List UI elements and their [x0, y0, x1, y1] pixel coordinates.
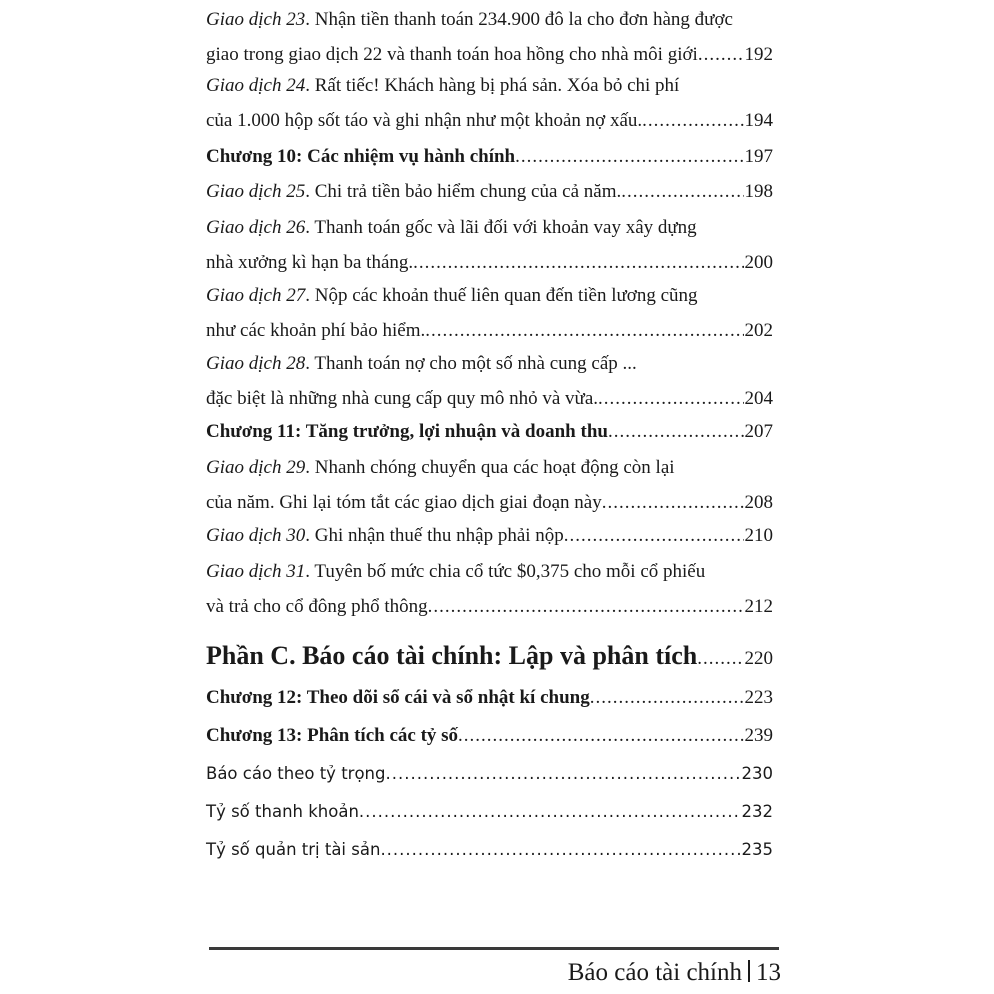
transaction-label: Giao dịch 27 [206, 285, 306, 306]
toc-chapter-entry [206, 139, 773, 174]
page-number: 232 [741, 802, 773, 821]
entry-first-line-text: . Nộp các khoản thuế liên quan đến tiền lương cũng [305, 285, 698, 306]
dot-leader [458, 718, 743, 753]
page-number: 230 [741, 764, 773, 783]
dot-leader [590, 680, 744, 715]
transaction-label: Giao dịch 26 [206, 217, 306, 238]
entry-first-line-text: . Rất tiếc! Khách hàng bị phá sản. Xóa bỏ chi phí [305, 75, 680, 96]
toc-transaction-entry [206, 518, 773, 553]
transaction-label: Giao dịch 28 [206, 353, 306, 374]
dot-leader [564, 518, 744, 553]
dot-leader [598, 381, 743, 416]
toc-transaction-entry [206, 346, 773, 416]
page-number: 194 [744, 110, 773, 131]
entry-title: Chương 12: Theo dõi sổ cái và sổ nhật kí chung [206, 687, 590, 708]
dot-leader [515, 139, 743, 174]
entry-first-line [206, 278, 773, 313]
page-number: 200 [744, 252, 773, 273]
entry-first-line-text: . Thanh toán nợ cho một số nhà cung cấp ... [305, 353, 637, 374]
entry-title: nhà xưởng kì hạn ba tháng. [206, 252, 414, 273]
dot-leader [602, 485, 744, 520]
dot-leader [380, 832, 740, 867]
toc-chapter-entry [206, 718, 773, 753]
transaction-label: Giao dịch 29 [206, 457, 306, 478]
toc-part-entry [206, 636, 773, 679]
footer-rule [209, 947, 779, 950]
entry-first-line-text: . Nhanh chóng chuyển qua các hoạt động còn lại [305, 457, 675, 478]
entry-first-line-text: . Thanh toán gốc và lãi đối với khoản vay xây dựng [305, 217, 697, 238]
entry-title: đặc biệt là những nhà cung cấp quy mô nhỏ và vừa. [206, 388, 599, 409]
entry-first-line [206, 346, 773, 381]
page-number: 220 [744, 648, 773, 669]
toc-subentry [206, 832, 773, 867]
dot-leader [359, 794, 741, 829]
page-number: 197 [744, 146, 773, 167]
page-footer [568, 955, 781, 991]
toc-transaction-entry [206, 554, 773, 624]
toc-transaction-entry [206, 278, 773, 348]
entry-first-line [206, 68, 773, 103]
page-number: 204 [744, 388, 773, 409]
transaction-label: Giao dịch 23 [206, 9, 306, 30]
dot-leader [642, 103, 743, 138]
toc-subentry [206, 794, 773, 829]
entry-title: giao trong giao dịch 22 và thanh toán hoa hồng cho nhà môi giới [206, 44, 698, 65]
footer-page-number: 13 [756, 959, 781, 986]
toc-transaction-entry [206, 2, 773, 72]
transaction-label: Giao dịch 25 [206, 181, 306, 202]
entry-first-line-text: . Nhận tiền thanh toán 234.900 đô la cho đơn hàng được [305, 9, 733, 30]
entry-title: Tỷ số thanh khoản [206, 802, 359, 821]
page-number: 208 [744, 492, 773, 513]
footer-separator [748, 960, 750, 982]
page-number: 198 [744, 181, 773, 202]
page-number: 235 [741, 840, 773, 859]
entry-first-line-text: . Tuyên bố mức chia cổ tức $0,375 cho mỗi cổ phiếu [305, 561, 706, 582]
entry-title: của năm. Ghi lại tóm tắt các giao dịch giai đoạn này [206, 492, 602, 513]
entry-title: và trả cho cổ đông phổ thông [206, 596, 428, 617]
dot-leader [425, 313, 743, 348]
toc-transaction-entry [206, 174, 773, 209]
dot-leader [621, 174, 743, 209]
toc-transaction-entry [206, 450, 773, 520]
page-number: 239 [744, 725, 773, 746]
page-number: 212 [744, 596, 773, 617]
page-number: 223 [744, 687, 773, 708]
entry-first-line [206, 2, 773, 37]
transaction-label: Giao dịch 30 [206, 525, 306, 546]
page-number: 202 [744, 320, 773, 341]
toc-transaction-entry [206, 68, 773, 138]
entry-first-line [206, 450, 773, 485]
dot-leader [697, 639, 743, 679]
page-number: 192 [744, 44, 773, 65]
entry-title: như các khoản phí bảo hiểm. [206, 320, 426, 341]
toc-transaction-entry [206, 210, 773, 280]
entry-first-line [206, 210, 773, 245]
page-number: 210 [744, 525, 773, 546]
toc-chapter-entry [206, 414, 773, 449]
page-number: 207 [744, 421, 773, 442]
dot-leader [698, 37, 744, 72]
entry-title: Phần C. Báo cáo tài chính: Lập và phân tích [206, 641, 698, 670]
toc-chapter-entry [206, 680, 773, 715]
footer-title: Báo cáo tài chính [567, 959, 742, 986]
entry-title: của 1.000 hộp sốt táo và ghi nhận như một khoản nợ xấu. [206, 110, 643, 131]
dot-leader [413, 245, 743, 280]
entry-first-line [206, 554, 773, 589]
entry-title: Chương 11: Tăng trưởng, lợi nhuận và doanh thu [206, 421, 608, 442]
entry-title: . Chi trả tiền bảo hiểm chung của cả năm. [305, 181, 622, 202]
entry-title: Chương 10: Các nhiệm vụ hành chính [206, 146, 516, 167]
transaction-label: Giao dịch 24 [206, 75, 306, 96]
entry-title: Báo cáo theo tỷ trọng [206, 764, 386, 783]
dot-leader [385, 756, 740, 791]
entry-title: . Ghi nhận thuế thu nhập phải nộp [305, 525, 564, 546]
transaction-label: Giao dịch 31 [206, 561, 306, 582]
toc-subentry [206, 756, 773, 791]
entry-title: Chương 13: Phân tích các tỷ số [206, 725, 459, 746]
entry-title: Tỷ số quản trị tài sản [206, 840, 381, 859]
dot-leader [428, 589, 744, 624]
dot-leader [608, 414, 744, 449]
